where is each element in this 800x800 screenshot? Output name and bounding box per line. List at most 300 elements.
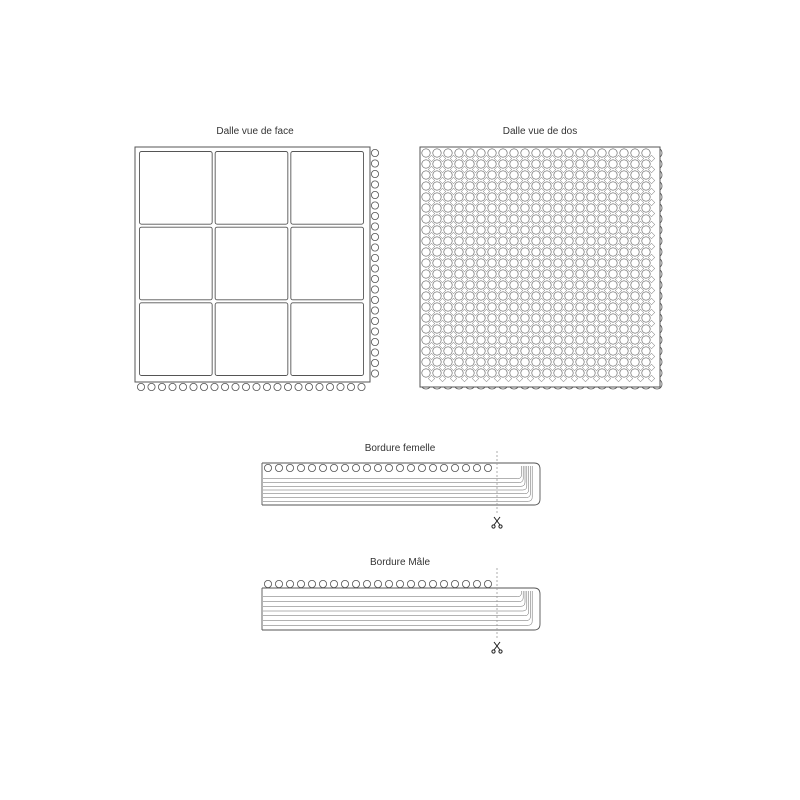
back-ring <box>422 171 430 179</box>
back-diamond <box>549 276 555 282</box>
back-diamond <box>527 155 533 161</box>
back-ring <box>543 149 551 157</box>
edge-loop <box>371 212 378 219</box>
back-ring <box>587 193 595 201</box>
back-ring <box>587 292 595 300</box>
back-ring <box>598 237 606 245</box>
back-ring <box>631 303 639 311</box>
back-diamond <box>582 177 588 183</box>
back-diamond <box>637 177 643 183</box>
edge-loop <box>371 349 378 356</box>
back-diamond <box>593 254 599 260</box>
back-ring <box>620 303 628 311</box>
back-ring <box>620 270 628 278</box>
back-diamond <box>560 243 566 249</box>
back-ring <box>455 325 463 333</box>
back-ring <box>488 149 496 157</box>
back-ring <box>510 369 518 377</box>
back-ring <box>642 281 650 289</box>
back-ring <box>510 193 518 201</box>
back-diamond <box>560 342 566 348</box>
back-ring <box>565 303 573 311</box>
back-ring <box>499 358 507 366</box>
back-diamond <box>494 276 500 282</box>
back-ring <box>543 358 551 366</box>
back-ring <box>554 303 562 311</box>
back-diamond <box>472 177 478 183</box>
back-diamond <box>560 331 566 337</box>
back-ring <box>466 270 474 278</box>
back-ring <box>422 182 430 190</box>
back-diamond <box>615 320 621 326</box>
edge-loop <box>179 383 186 390</box>
back-diamond <box>626 243 632 249</box>
back-diamond <box>549 375 555 381</box>
back-diamond <box>593 320 599 326</box>
back-diamond <box>538 177 544 183</box>
back-diamond <box>549 298 555 304</box>
strip-bevel-line <box>263 591 530 621</box>
back-ring <box>565 215 573 223</box>
back-diamond <box>516 166 522 172</box>
back-ring <box>477 369 485 377</box>
back-ring <box>642 358 650 366</box>
back-ring <box>477 259 485 267</box>
back-diamond <box>604 243 610 249</box>
strip-loop <box>308 464 315 471</box>
back-ring <box>466 281 474 289</box>
back-diamond <box>439 353 445 359</box>
back-ring <box>565 248 573 256</box>
back-ring <box>576 193 584 201</box>
back-diamond <box>483 364 489 370</box>
back-diamond <box>582 166 588 172</box>
back-ring <box>444 369 452 377</box>
back-ring <box>543 325 551 333</box>
back-ring <box>576 369 584 377</box>
back-diamond <box>549 265 555 271</box>
back-diamond <box>516 177 522 183</box>
back-diamond <box>472 199 478 205</box>
back-diamond <box>648 199 654 205</box>
back-diamond <box>461 155 467 161</box>
back-diamond <box>461 342 467 348</box>
back-ring <box>620 358 628 366</box>
strip-bevel-line <box>263 591 521 597</box>
back-ring <box>576 160 584 168</box>
back-ring <box>609 160 617 168</box>
back-ring <box>510 160 518 168</box>
edge-loop <box>190 383 197 390</box>
back-ring <box>510 325 518 333</box>
back-diamond <box>615 155 621 161</box>
back-ring <box>521 358 529 366</box>
back-diamond <box>527 265 533 271</box>
back-diamond <box>604 342 610 348</box>
back-diamond <box>637 199 643 205</box>
back-diamond <box>527 210 533 216</box>
back-ring <box>543 314 551 322</box>
back-diamond <box>549 309 555 315</box>
back-diamond <box>516 221 522 227</box>
back-diamond <box>604 287 610 293</box>
back-diamond <box>560 353 566 359</box>
back-ring <box>422 248 430 256</box>
back-diamond <box>538 287 544 293</box>
back-ring <box>620 248 628 256</box>
back-ring <box>510 303 518 311</box>
back-ring <box>477 204 485 212</box>
back-diamond <box>527 364 533 370</box>
back-ring <box>510 182 518 190</box>
back-diamond <box>626 177 632 183</box>
back-ring <box>433 204 441 212</box>
back-diamond <box>450 166 456 172</box>
back-diamond <box>571 188 577 194</box>
back-ring <box>488 347 496 355</box>
back-ring <box>466 226 474 234</box>
back-ring <box>455 314 463 322</box>
back-diamond <box>439 210 445 216</box>
back-ring <box>444 336 452 344</box>
back-diamond <box>582 199 588 205</box>
back-ring <box>433 303 441 311</box>
back-diamond <box>549 331 555 337</box>
back-ring <box>466 248 474 256</box>
back-diamond <box>472 188 478 194</box>
back-diamond <box>516 353 522 359</box>
back-ring <box>455 347 463 355</box>
back-ring <box>422 325 430 333</box>
back-diamond <box>472 375 478 381</box>
back-diamond <box>648 331 654 337</box>
strip-loop <box>341 464 348 471</box>
back-diamond <box>615 232 621 238</box>
back-ring <box>587 325 595 333</box>
back-diamond <box>527 166 533 172</box>
back-diamond <box>626 331 632 337</box>
back-ring <box>576 182 584 190</box>
back-diamond <box>450 177 456 183</box>
back-ring <box>598 248 606 256</box>
back-diamond <box>516 364 522 370</box>
back-diamond <box>560 375 566 381</box>
back-ring <box>455 270 463 278</box>
back-ring <box>554 204 562 212</box>
back-ring <box>444 193 452 201</box>
back-ring <box>422 281 430 289</box>
edge-loop <box>158 383 165 390</box>
back-ring <box>433 193 441 201</box>
back-ring <box>444 215 452 223</box>
back-diamond <box>615 287 621 293</box>
back-diamond <box>582 298 588 304</box>
back-diamond <box>549 199 555 205</box>
back-diamond <box>593 276 599 282</box>
back-ring <box>532 303 540 311</box>
back-diamond <box>648 210 654 216</box>
back-diamond <box>516 243 522 249</box>
back-diamond <box>615 199 621 205</box>
back-ring <box>477 303 485 311</box>
front-tile-square <box>215 303 288 376</box>
back-ring <box>609 171 617 179</box>
back-ring <box>587 248 595 256</box>
back-ring <box>488 182 496 190</box>
back-ring <box>477 336 485 344</box>
back-diamond <box>472 364 478 370</box>
back-diamond <box>615 265 621 271</box>
back-ring <box>598 193 606 201</box>
back-ring <box>631 369 639 377</box>
back-ring <box>587 204 595 212</box>
back-diamond <box>549 188 555 194</box>
back-diamond <box>626 155 632 161</box>
back-ring <box>488 314 496 322</box>
back-diamond <box>450 331 456 337</box>
back-diamond <box>527 287 533 293</box>
back-ring <box>631 204 639 212</box>
edge-loop <box>371 149 378 156</box>
back-ring <box>521 149 529 157</box>
back-ring <box>587 149 595 157</box>
back-diamond <box>560 199 566 205</box>
back-diamond <box>582 232 588 238</box>
back-ring <box>543 182 551 190</box>
back-ring <box>444 270 452 278</box>
back-ring <box>642 314 650 322</box>
back-diamond <box>637 210 643 216</box>
back-diamond <box>593 232 599 238</box>
back-diamond <box>505 276 511 282</box>
back-diamond <box>604 375 610 381</box>
back-diamond <box>648 320 654 326</box>
back-ring <box>499 215 507 223</box>
back-diamond <box>637 243 643 249</box>
back-diamond <box>538 309 544 315</box>
back-ring <box>587 270 595 278</box>
back-ring <box>565 347 573 355</box>
back-ring <box>488 226 496 234</box>
back-ring <box>554 171 562 179</box>
back-diamond <box>461 188 467 194</box>
strip-loop <box>363 464 370 471</box>
back-ring <box>532 237 540 245</box>
back-ring <box>532 347 540 355</box>
back-diamond <box>450 199 456 205</box>
back-ring <box>631 226 639 234</box>
edge-loop <box>371 254 378 261</box>
back-ring <box>422 237 430 245</box>
back-ring <box>532 259 540 267</box>
back-ring <box>620 204 628 212</box>
back-ring <box>609 281 617 289</box>
back-diamond <box>483 243 489 249</box>
back-ring <box>565 171 573 179</box>
back-ring <box>642 248 650 256</box>
back-diamond <box>549 353 555 359</box>
back-ring <box>455 336 463 344</box>
back-diamond <box>593 298 599 304</box>
back-diamond <box>505 243 511 249</box>
back-diamond <box>615 342 621 348</box>
back-ring <box>587 281 595 289</box>
back-ring <box>587 336 595 344</box>
strip-loop <box>484 580 491 587</box>
back-diamond <box>571 155 577 161</box>
back-diamond <box>461 221 467 227</box>
back-diamond <box>439 309 445 315</box>
back-diamond <box>560 364 566 370</box>
back-ring <box>499 292 507 300</box>
back-ring <box>554 160 562 168</box>
back-ring <box>576 336 584 344</box>
edge-loop <box>326 383 333 390</box>
back-diamond <box>439 265 445 271</box>
back-diamond <box>461 276 467 282</box>
back-ring <box>609 336 617 344</box>
back-ring <box>609 193 617 201</box>
back-diamond <box>494 342 500 348</box>
back-diamond <box>505 353 511 359</box>
back-ring <box>422 270 430 278</box>
back-diamond <box>571 320 577 326</box>
back-ring <box>543 226 551 234</box>
back-ring <box>455 259 463 267</box>
back-diamond <box>483 166 489 172</box>
back-ring <box>598 369 606 377</box>
back-ring <box>499 193 507 201</box>
back-diamond <box>615 298 621 304</box>
back-ring <box>521 270 529 278</box>
back-ring <box>466 358 474 366</box>
back-diamond <box>637 331 643 337</box>
back-ring <box>466 160 474 168</box>
back-diamond <box>538 265 544 271</box>
back-diamond <box>604 331 610 337</box>
back-ring <box>620 237 628 245</box>
back-diamond <box>593 188 599 194</box>
back-ring <box>433 160 441 168</box>
back-ring <box>565 369 573 377</box>
back-diamond <box>538 210 544 216</box>
back-diamond <box>428 210 434 216</box>
back-diamond <box>626 166 632 172</box>
back-diamond <box>538 155 544 161</box>
back-diamond <box>527 177 533 183</box>
back-diamond <box>637 298 643 304</box>
back-diamond <box>472 232 478 238</box>
strip-loop <box>264 464 271 471</box>
back-ring <box>455 215 463 223</box>
back-ring <box>598 347 606 355</box>
back-diamond <box>626 298 632 304</box>
back-ring <box>444 314 452 322</box>
back-ring <box>521 193 529 201</box>
back-diamond <box>637 342 643 348</box>
back-diamond <box>428 188 434 194</box>
back-ring <box>433 149 441 157</box>
back-diamond <box>483 232 489 238</box>
back-ring <box>499 149 507 157</box>
back-diamond <box>560 265 566 271</box>
back-diamond <box>527 243 533 249</box>
back-diamond <box>604 155 610 161</box>
back-diamond <box>615 221 621 227</box>
back-diamond <box>593 353 599 359</box>
back-diamond <box>648 265 654 271</box>
back-ring <box>631 336 639 344</box>
edge-loop <box>347 383 354 390</box>
back-ring <box>543 347 551 355</box>
back-ring <box>433 182 441 190</box>
back-diamond <box>450 232 456 238</box>
back-ring <box>444 160 452 168</box>
back-ring <box>521 204 529 212</box>
back-diamond <box>637 221 643 227</box>
back-ring <box>466 182 474 190</box>
back-diamond <box>505 221 511 227</box>
back-diamond <box>505 375 511 381</box>
back-diamond <box>582 254 588 260</box>
back-diamond <box>582 353 588 359</box>
back-ring <box>510 248 518 256</box>
back-ring <box>422 215 430 223</box>
back-ring <box>532 358 540 366</box>
back-diamond <box>648 254 654 260</box>
back-ring <box>609 325 617 333</box>
back-ring <box>554 358 562 366</box>
back-ring <box>422 347 430 355</box>
back-diamond <box>483 276 489 282</box>
strip-loop <box>286 464 293 471</box>
back-ring <box>510 347 518 355</box>
back-ring <box>576 215 584 223</box>
back-diamond <box>571 364 577 370</box>
back-ring <box>532 171 540 179</box>
back-ring <box>510 149 518 157</box>
back-ring <box>620 215 628 223</box>
back-diamond <box>604 265 610 271</box>
back-ring <box>477 248 485 256</box>
back-ring <box>422 226 430 234</box>
strip-bevel-line <box>263 466 532 501</box>
back-ring <box>642 149 650 157</box>
back-ring <box>521 292 529 300</box>
back-diamond <box>593 177 599 183</box>
back-diamond <box>538 232 544 238</box>
back-ring <box>631 347 639 355</box>
back-diamond <box>461 320 467 326</box>
back-diamond <box>428 265 434 271</box>
back-diamond <box>439 177 445 183</box>
back-ring <box>433 369 441 377</box>
back-diamond <box>450 254 456 260</box>
back-diamond <box>461 166 467 172</box>
back-diamond <box>516 199 522 205</box>
back-ring <box>554 215 562 223</box>
back-diamond <box>648 287 654 293</box>
back-ring <box>477 182 485 190</box>
back-ring <box>598 292 606 300</box>
back-diamond <box>538 166 544 172</box>
back-diamond <box>604 276 610 282</box>
strip-bevel-line <box>263 466 529 494</box>
back-diamond <box>571 331 577 337</box>
back-diamond <box>615 188 621 194</box>
back-ring <box>576 325 584 333</box>
back-diamond <box>527 188 533 194</box>
